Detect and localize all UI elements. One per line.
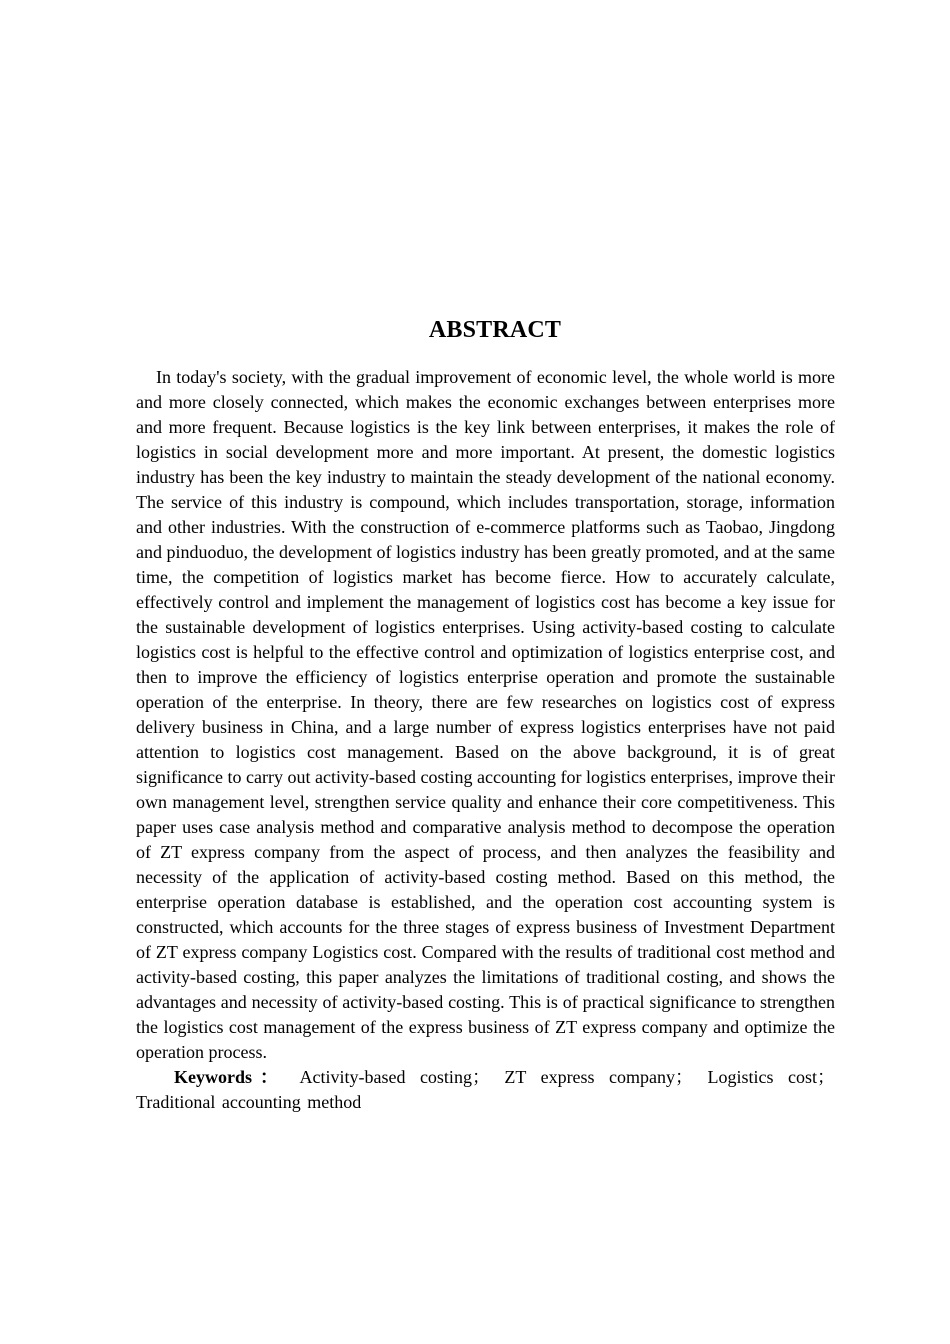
abstract-body [136, 365, 835, 1115]
keywords-label: Keywords： [174, 1067, 286, 1087]
keywords-line [136, 1065, 835, 1115]
abstract-heading: ABSTRACT [428, 317, 562, 343]
keywords-list: Activity-based costing； ZT express company； Logistics cost；Traditional accounting method [136, 1067, 835, 1112]
abstract-paragraph: In today's society, with the gradual improvement of economic level, the whole world is more and more closely connected, which makes the economic exchanges between enterprises more and more frequent. Because logistics is the key link between enterprises, it makes the role of logistics in social development more and more important. At present, the domestic logistics industry has been the key industry to maintain the steady development of the national economy. The service of this industry is compound, which includes transportation, storage, information and other industries. With the construction of e-commerce platforms such as Taobao, Jingdong and pinduoduo, the development of logistics industry has been greatly promoted, and at the same time, the competition of logistics market has become fierce. How to accurately calculate, effectively control and implement the management of logistics cost has become a key issue for the sustainable development of logistics enterprises. Using activity-based costing to calculate logistics cost is helpful to the effective control and optimization of logistics enterprise cost, and then to improve the efficiency of logistics enterprise operation and promote the sustainable operation of the enterprise. In theory, there are few researches on logistics cost of express delivery business in China, and a large number of express logistics enterprises have not paid attention to logistics cost management. Based on the above background, it is of great significance to carry out activity-based costing accounting for logistics enterprises, improve their own management level, strengthen service quality and enhance their core competitiveness. This paper uses case analysis method and comparative analysis method to decompose the operation of ZT express company from the aspect of process, and then analyzes the feasibility and necessity of the application of activity-based costing method. Based on this method, the enterprise operation database is established, and the operation cost accounting system is constructed, which accounts for the three stages of express business of Investment Department of ZT express company Logistics cost. Compared with the results of traditional cost method and activity-based costing, this paper analyzes the limitations of traditional costing, and shows the advantages and necessity of activity-based costing. This is of practical significance to strengthen the logistics cost management of the express business of ZT express company and optimize the operation process. [136, 367, 835, 1062]
